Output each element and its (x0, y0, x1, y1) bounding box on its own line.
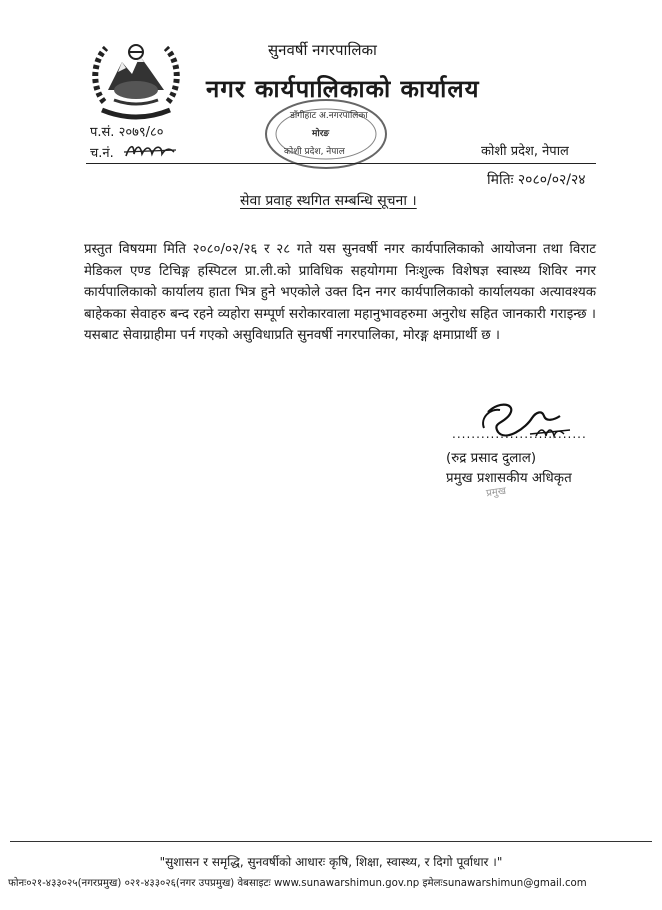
notice-body: प्रस्तुत विषयमा मिति २०८०/०२/२६ र २८ गते यस सुनवर्षी नगर कार्यपालिकाको आयोजना तथा विराट मेडिकल एण्ड टिचिङ्ग हस्पिटल प्रा.ली.को प्राविधिक सहयोगमा निःशुल्क विशेषज्ञ स्वास्थ्य शिविर नगर कार्यपालिकाको कार्यालय हाता भित्र हुने भएकोले उक्त दिन नगर कार्यपालिकाको कार्यालयका अत्यावश्यक बाहेकका सेवाहरु बन्द रहने व्यहोरा सम्पूर्ण सरोकारवाला महानुभावहरुमा अनुरोध सहित जानकारी गराइन्छ । यसबाट सेवाग्राहीमा पर्न गएको असुविधाप्रति सुनवर्षी नगरपालिका, मोरङ्ग क्षमाप्रार्थी छ । (84, 242, 596, 344)
stamp-text-3: कोशी प्रदेश, नेपाल (284, 147, 345, 157)
phone-1: ०२१-४३३०२५(नगरप्रमुख) (26, 878, 122, 889)
province-label: कोशी प्रदेश, नेपाल (481, 144, 569, 159)
handwritten-number-icon (122, 140, 178, 162)
ps-label: प.सं. (90, 125, 115, 140)
reference-cn (90, 143, 114, 161)
faint-seal-text: प्रमुख (485, 485, 507, 500)
ps-value: २०७९/८० (118, 125, 164, 140)
footer-slogan: "सुशासन र समृद्धि, सुनवर्षीको आधारः कृषि, शिक्षा, स्वास्थ्य, र दिगो पूर्वाधार ।" (159, 855, 503, 869)
email-label: इमेलः (422, 878, 443, 889)
notice-subject: सेवा प्रवाह स्थगित सम्बन्धि सूचना । (240, 193, 417, 209)
date-line (487, 170, 586, 189)
signer-name: (रुद्र प्रसाद दुलाल) (446, 451, 537, 466)
stamp-text-1: डाँगीहाट अ.नगरपालिका (290, 111, 368, 121)
header-divider (86, 163, 596, 164)
footer-divider (10, 841, 652, 842)
municipality-name: सुनवर्षी नगरपालिका (268, 41, 377, 59)
website-label: वेबसाइटः (237, 878, 271, 889)
signature-dotted-line: ............................ (452, 427, 587, 441)
reference-ps (90, 122, 189, 140)
email-link[interactable]: sunawarshimun@gmail.com (442, 878, 587, 889)
signature-icon (470, 398, 580, 450)
office-title: नगर कार्यपालिकाको कार्यालय (206, 75, 480, 103)
cn-label: च.नं. (90, 146, 114, 161)
date-value: २०८०/०२/२४ (517, 172, 586, 188)
date-label: मितिः (487, 172, 514, 188)
office-seal-icon (262, 96, 390, 172)
nepal-emblem-icon (88, 32, 184, 124)
stamp-text-2: मोरङ (312, 129, 330, 139)
footer-contact (8, 875, 587, 889)
phone-label: फोनः (8, 878, 27, 889)
website-link[interactable]: www.sunawarshimun.gov.np (273, 878, 420, 889)
signer-title: प्रमुख प्रशासकीय अधिकृत (446, 471, 572, 486)
phone-2: ०२१-४३३०२६(नगर उपप्रमुख) (124, 878, 235, 889)
